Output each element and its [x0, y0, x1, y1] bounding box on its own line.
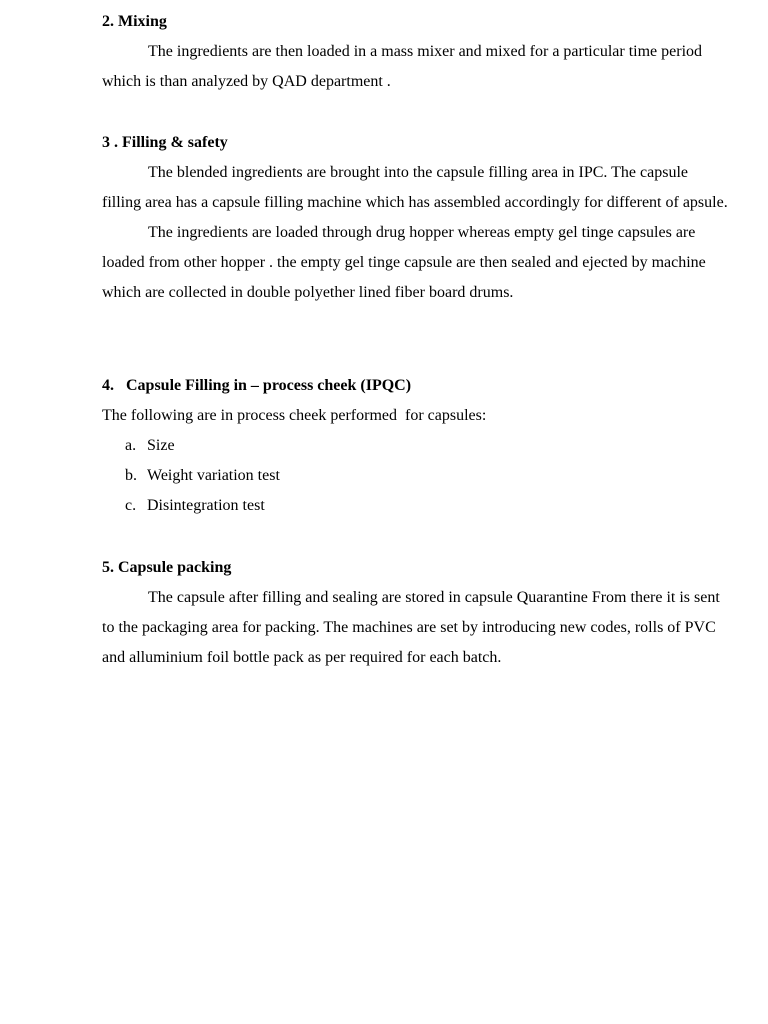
list-item-text: Disintegration test — [147, 497, 265, 514]
section-paragraph: The ingredients are then loaded in a mass mixer and mixed for a particular time period which is than analyzed by QAD department . — [102, 43, 703, 90]
list-marker: b. — [125, 467, 137, 484]
list-item-text: Weight variation test — [147, 467, 280, 484]
list-item — [102, 431, 742, 461]
section-heading: 3 . Filling & safety — [102, 134, 228, 151]
section-filling-safety — [102, 128, 742, 308]
section-paragraph: The ingredients are loaded through drug hopper whereas empty gel tinge capsules are loaded from other hopper . the empty gel tinge capsule are then sealed and ejected by machine which are collected in double polyether lined fiber board drums. — [102, 224, 706, 301]
list-item — [102, 461, 742, 491]
list-item — [102, 491, 742, 521]
list-item-text: Size — [147, 437, 175, 454]
section-mixing — [102, 7, 742, 97]
list-marker: a. — [125, 437, 137, 454]
list-intro: The following are in process cheek performed for capsules: — [102, 407, 487, 424]
section-heading: 2. Mixing — [102, 13, 167, 30]
section-capsule-packing — [102, 553, 742, 673]
section-heading: 5. Capsule packing — [102, 559, 232, 576]
section-heading: 4. Capsule Filling in – process cheek (IPQC) — [102, 377, 412, 394]
check-list — [102, 431, 742, 521]
section-ipqc — [102, 371, 742, 521]
section-paragraph: The blended ingredients are brought into the capsule filling area in IPC. The capsule filling area has a capsule filling machine which has assembled accordingly for different of apsule. — [102, 164, 728, 211]
section-paragraph: The capsule after filling and sealing are stored in capsule Quarantine From there it is sent to the packaging area for packing. The machines are set by introducing new codes, rolls of PVC and alluminium foil bottle pack as per required for each batch. — [102, 589, 720, 666]
list-marker: c. — [125, 497, 137, 514]
